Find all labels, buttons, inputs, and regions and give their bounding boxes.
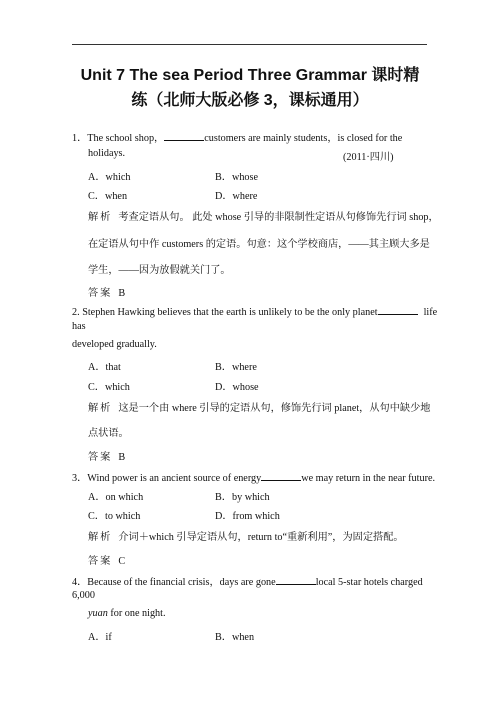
q1-stem-post: customers are mainly students，is closed for the xyxy=(204,133,403,144)
q4-currency: yuan xyxy=(88,608,108,619)
q1-stem xyxy=(72,129,402,144)
title-line-1: Unit 7 The sea Period Three Grammar 课时精 xyxy=(80,67,420,84)
header-rule xyxy=(72,44,427,45)
q1-analysis-line-1: 解析 考查定语从句。 此处 whose 引导的非限制性定语从句修饰先行词 shop， xyxy=(88,212,439,223)
q2-stem-line2: has xyxy=(72,321,86,332)
q2-stem-pre: 2. Stephen Hawking believes that the earth is unlikely to be the only planet xyxy=(72,307,378,318)
q1-option-b: B．whose xyxy=(215,172,259,183)
q3-stem-pre: 3．Wind power is an ancient source of energy xyxy=(72,473,262,484)
q1-blank xyxy=(164,131,204,141)
q3-option-c: C．to which xyxy=(88,511,141,522)
q2-stem-post: life xyxy=(423,307,438,318)
q4-stem-line2: 6,000 xyxy=(72,590,95,601)
q3-option-b: B．by which xyxy=(215,492,270,503)
q2-option-c: C．which xyxy=(88,382,130,393)
q3-answer-tag: 答案 xyxy=(88,556,113,567)
q1-option-d: D．where xyxy=(215,191,258,202)
q3-analysis-tag: 解析 xyxy=(88,532,113,543)
q4-stem-line3: yuan for one night. xyxy=(88,608,166,619)
q1-number: 1． xyxy=(72,133,88,144)
q2-analysis-line-1: 解析 这是一个由 where 引导的定语从句，修饰先行词 planet，从句中缺少地 xyxy=(88,403,431,414)
q2-option-d: D．whose xyxy=(215,382,259,393)
q4-option-b: B．when xyxy=(215,632,255,643)
q1-analysis-tag: 解析 xyxy=(88,212,113,223)
q2-stem-line3: developed gradually. xyxy=(72,339,157,350)
title-line-2: 练（北师大版必修 3，课标通用） xyxy=(131,92,369,109)
q1-stem-pre: The school shop， xyxy=(87,133,165,144)
q2-analysis-tag: 解析 xyxy=(88,403,113,414)
q3-answer-value: C xyxy=(118,556,126,567)
q1-analysis-line-3: 学生，——因为放假就关门了。 xyxy=(88,265,231,276)
q4-stem xyxy=(72,573,423,588)
q2-answer-value: B xyxy=(118,452,126,463)
q1-option-a: A．which xyxy=(88,172,131,183)
q1-answer-tag: 答案 xyxy=(88,288,113,299)
page-title xyxy=(60,63,440,113)
q3-stem-post: we may return in the near future. xyxy=(301,473,436,484)
q4-stem-pre: 4．Because of the financial crisis，days are gone xyxy=(72,577,276,588)
q2-option-b: B．where xyxy=(215,362,257,373)
q2-stem xyxy=(72,305,437,318)
q4-blank xyxy=(276,575,316,585)
q3-blank xyxy=(261,471,301,481)
q3-stem xyxy=(72,469,435,484)
q3-analysis-line-1: 解析 介词＋which 引导定语从句，return to“重新利用”，为固定搭配。 xyxy=(88,532,404,543)
q4-option-a: A．if xyxy=(88,632,112,643)
q2-answer-tag: 答案 xyxy=(88,452,113,463)
q3-option-a: A．on which xyxy=(88,492,144,503)
q4-stem-post: local 5-star hotels charged xyxy=(315,577,423,588)
q2-blank xyxy=(378,305,418,315)
q2-analysis-line-2: 点状语。 xyxy=(88,428,129,439)
q2-answer xyxy=(88,448,125,463)
q1-analysis-line-2: 在定语从句中作 customers 的定语。句意：这个学校商店，——其主顾大多是 xyxy=(88,239,430,250)
q1-answer-value: B xyxy=(118,288,126,299)
q2-option-a: A．that xyxy=(88,362,121,373)
q3-option-d: D．from which xyxy=(215,511,280,522)
q1-answer xyxy=(88,284,125,299)
q1-source: (2011·四川) xyxy=(343,152,394,163)
q1-option-c: C．when xyxy=(88,191,128,202)
q1-stem-line2: holidays. xyxy=(88,148,126,159)
q3-answer xyxy=(88,552,125,567)
